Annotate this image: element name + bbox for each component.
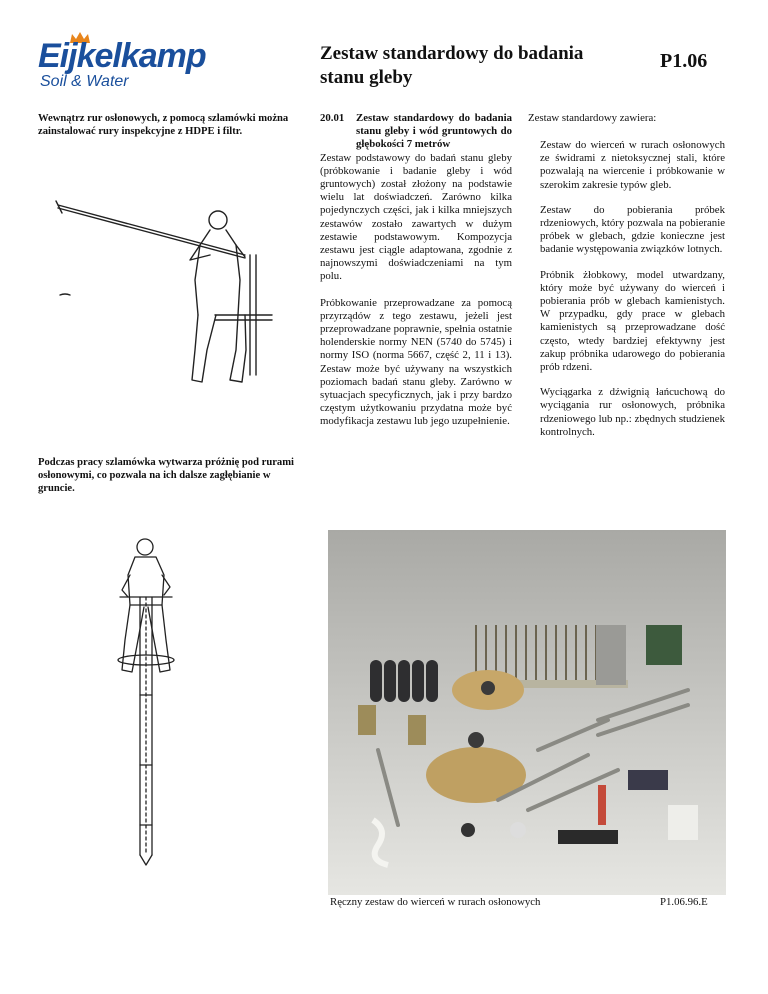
item-title: Zestaw standardowy do badania stanu gleby i wód gruntowych do głębokości 7 metrów <box>356 112 512 151</box>
caption-bottom: Podczas pracy szlamówka wytwarza próżnię pod rurami osłonowymi, co pozwala na ich dalsze zagłębianie w gruncie. <box>38 457 294 494</box>
equipment-photo-illustration <box>328 530 726 895</box>
company-logo <box>38 32 228 94</box>
middle-paragraph-1: Zestaw podstawowy do badań stanu gleby (próbkowanie i badanie gleby i wód gruntowych) został złożony na podstawie wielu lat doświadczeń. Zarówno kilka pojedynczych części, jak i kilka mniejszych zestawów zostało zawartych w dużym zestawie podstawowym. Kompozycja zestawu jest ciągle adaptowana, zgodnie z najnowszymi doświadczeniami na tym polu. <box>320 151 512 283</box>
page-title <box>320 42 640 90</box>
page-title-line2: stanu gleby <box>320 67 413 88</box>
logo-tagline: Soil & Water <box>40 73 129 90</box>
list-item: Zestaw do pobierania próbek rdzeniowych, który pozwala na pobieranie próbek w glebach, gdzie konieczne jest badanie występowania związków lotnych. <box>540 203 725 256</box>
illustration-man-auger-casing <box>100 535 210 870</box>
item-number: 20.01 <box>320 112 345 124</box>
contents-intro: Zestaw standardowy zawiera: <box>528 112 657 124</box>
logo-wordmark: Eijkelkamp <box>38 37 206 75</box>
photo-caption: Ręczny zestaw do wierceń w rurach osłonowych <box>330 896 541 908</box>
middle-paragraph-2: Próbkowanie przeprowadzane za pomocą przyrządów z tego zestawu, jeżeli jest przeprowadzane poprawnie, spełnia ostatnie holenderskie normy NEN (5740 do 5745) i normy ISO (norma 5667, część 2, 11 i 13). Zestaw może być używany na wszystkich poziomach badań stanu gleby. Zarówno w sytuacjach specyficznych, jak i przy bardzo częstym użytkowaniu przydatna może być modyfikacja zestawu lub jego uzupełnienie. <box>320 296 512 428</box>
page-title-line1: Zestaw standardowy do badania <box>320 43 584 64</box>
item-20-01 <box>320 112 512 429</box>
list-item: Zestaw do wierceń w rurach osłonowych ze świdrami z nietoksycznej stali, które pozwalają na wiercenie i próbkowanie w szerokim zakresie typów gleb. <box>540 139 725 191</box>
list-item: Wyciągarka z dźwignią łańcuchową do wyciągania rur osłonowych, próbnika rdzeniowego lub np.: zbędnych studzienek kontrolnych. <box>540 386 725 438</box>
document-code: P1.06 <box>660 50 708 72</box>
contents-list <box>540 139 725 451</box>
list-item: Próbnik żłobkowy, model utwardzany, który może być używany do wierceń i pobierania prób w glebach kamienistych. W przypadku, gdy prace w glebach kamienistych są przeprowadzane dość często, wtedy bardziej efektywny jest zakup próbnika udarowego do pobierania prób rdzeni. <box>540 268 725 374</box>
illustration-man-slurry-pipe <box>40 175 280 390</box>
caption-top: Wewnątrz rur osłonowych, z pomocą szlamówki można zainstalować rury inspekcyjne z HDPE i filtr. <box>38 113 289 137</box>
photo-code: P1.06.96.E <box>660 896 708 908</box>
equipment-photo <box>328 530 726 895</box>
